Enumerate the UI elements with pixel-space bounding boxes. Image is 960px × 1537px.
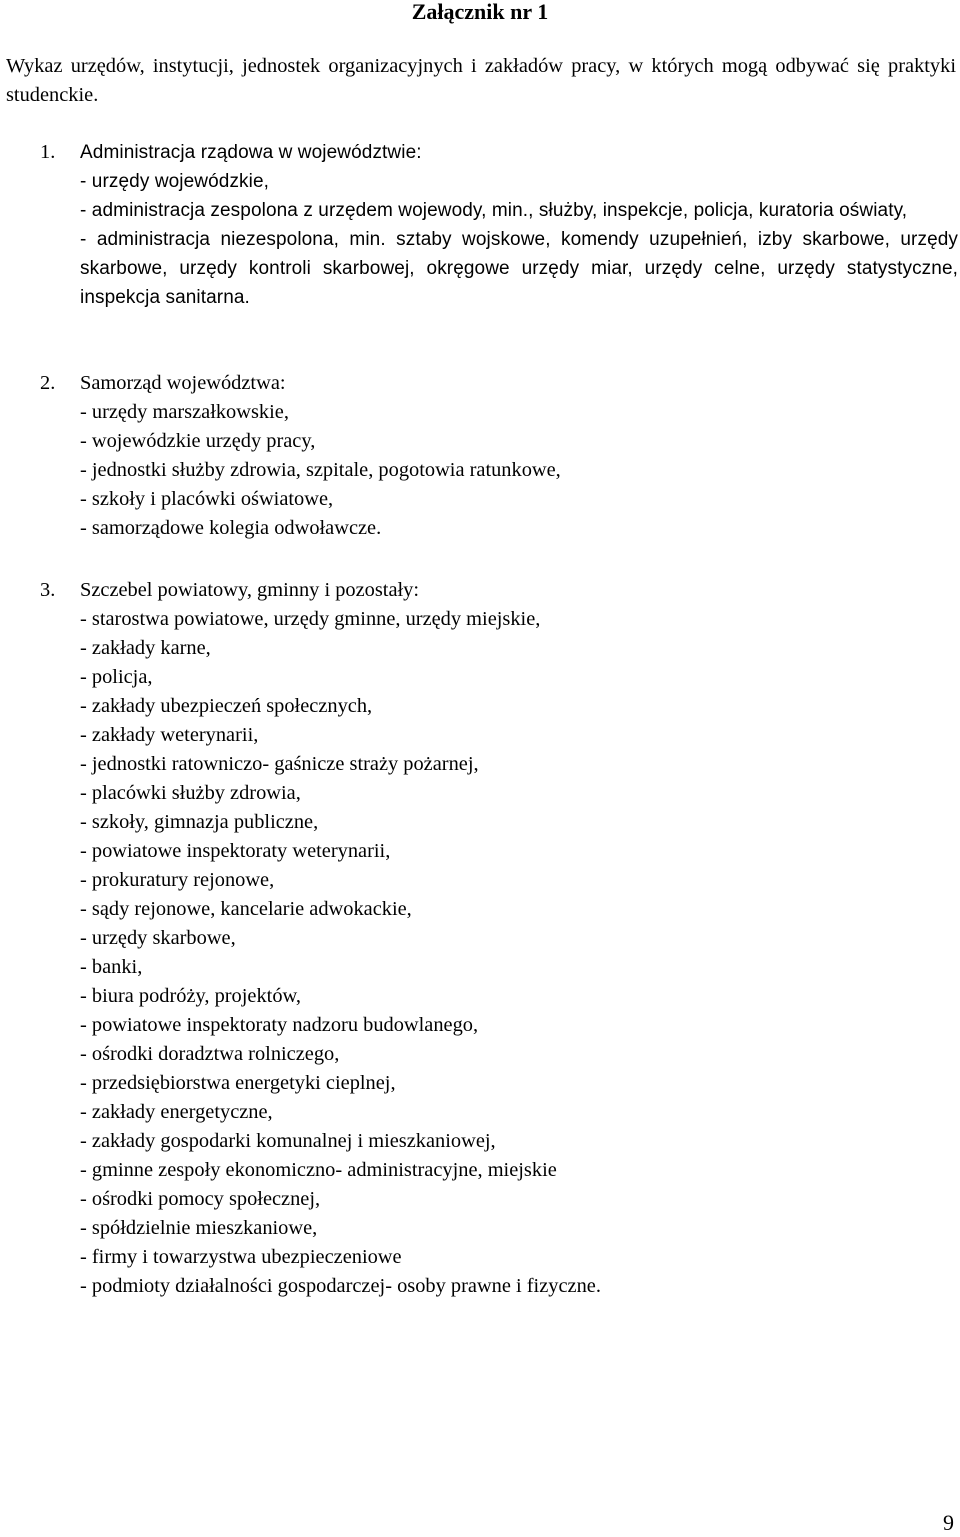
list-item: - zakłady ubezpieczeń społecznych, xyxy=(80,695,373,717)
list-item: - sądy rejonowe, kancelarie adwokackie, xyxy=(80,898,412,920)
list-item: - starostwa powiatowe, urzędy gminne, urzędy miejskie, xyxy=(80,608,541,630)
list-item: - zakłady karne, xyxy=(80,637,211,659)
list-item: - biura podróży, projektów, xyxy=(80,985,302,1007)
list-item: - ośrodki doradztwa rolniczego, xyxy=(80,1043,340,1065)
list-item: - administracja niezespolona, min. sztaby wojskowe, komendy uzupełnień, izby skarbowe, urzędy skarbowe, urzędy kontroli skarbowej, okręgowe urzędy miar, urzędy celne, urzędy statystyczne, inspekcja sanitarna. xyxy=(80,229,958,308)
section-title: Szczebel powiatowy, gminny i pozostały: xyxy=(80,579,420,601)
section-number: 2. xyxy=(40,372,56,394)
list-item: - podmioty działalności gospodarczej- osoby prawne i fizyczne. xyxy=(80,1275,601,1297)
section-number: 3. xyxy=(40,579,56,601)
list-item: - powiatowe inspektoraty nadzoru budowlanego, xyxy=(80,1014,479,1036)
list-item: - jednostki ratowniczo- gaśnicze straży pożarnej, xyxy=(80,753,479,775)
section-items xyxy=(80,605,958,1301)
list-item: - urzędy marszałkowskie, xyxy=(80,401,289,423)
list-item: - przedsiębiorstwa energetyki cieplnej, xyxy=(80,1072,396,1094)
page-title: Załącznik nr 1 xyxy=(411,0,549,24)
list-item: - administracja zespolona z urzędem wojewody, min., służby, inspekcje, policja, kuratoria oświaty, xyxy=(80,200,908,221)
section-1 xyxy=(40,138,958,312)
list-item: - urzędy wojewódzkie, xyxy=(80,171,270,192)
section-title: Administracja rządowa w województwie: xyxy=(80,142,422,163)
section-heading xyxy=(40,576,958,605)
list-item: - gminne zespoły ekonomiczno- administracyjne, miejskie xyxy=(80,1159,557,1181)
list-item: - samorządowe kolegia odwoławcze. xyxy=(80,517,382,539)
list-item: - spółdzielnie mieszkaniowe, xyxy=(80,1217,318,1239)
section-items xyxy=(80,398,958,543)
list-item: - powiatowe inspektoraty weterynarii, xyxy=(80,840,391,862)
section-2 xyxy=(40,369,958,543)
list-item: - zakłady gospodarki komunalnej i mieszkaniowej, xyxy=(80,1130,496,1152)
list-item: - placówki służby zdrowia, xyxy=(80,782,301,804)
section-items xyxy=(80,167,958,312)
list-item: - ośrodki pomocy społecznej, xyxy=(80,1188,321,1210)
page-number: 9 xyxy=(943,1510,954,1535)
list-item: - urzędy skarbowe, xyxy=(80,927,236,949)
intro-paragraph: Wykaz urzędów, instytucji, jednostek organizacyjnych i zakładów pracy, w których mogą odbywać się praktyki studenckie. xyxy=(6,55,956,106)
list-item: - zakłady weterynarii, xyxy=(80,724,259,746)
section-heading xyxy=(40,138,958,167)
list-item: - banki, xyxy=(80,956,143,978)
list-item: - policja, xyxy=(80,666,153,688)
list-item: - szkoły i placówki oświatowe, xyxy=(80,488,334,510)
list-item: - wojewódzkie urzędy pracy, xyxy=(80,430,316,452)
section-title: Samorząd województwa: xyxy=(80,372,286,394)
list-item: - prokuratury rejonowe, xyxy=(80,869,275,891)
section-number: 1. xyxy=(40,141,56,163)
section-3 xyxy=(40,576,958,1301)
list-item: - zakłady energetyczne, xyxy=(80,1101,273,1123)
list-item: - jednostki służby zdrowia, szpitale, pogotowia ratunkowe, xyxy=(80,459,561,481)
list-item: - szkoły, gimnazja publiczne, xyxy=(80,811,319,833)
list-item: - firmy i towarzystwa ubezpieczeniowe xyxy=(80,1246,402,1268)
section-heading xyxy=(40,369,958,398)
